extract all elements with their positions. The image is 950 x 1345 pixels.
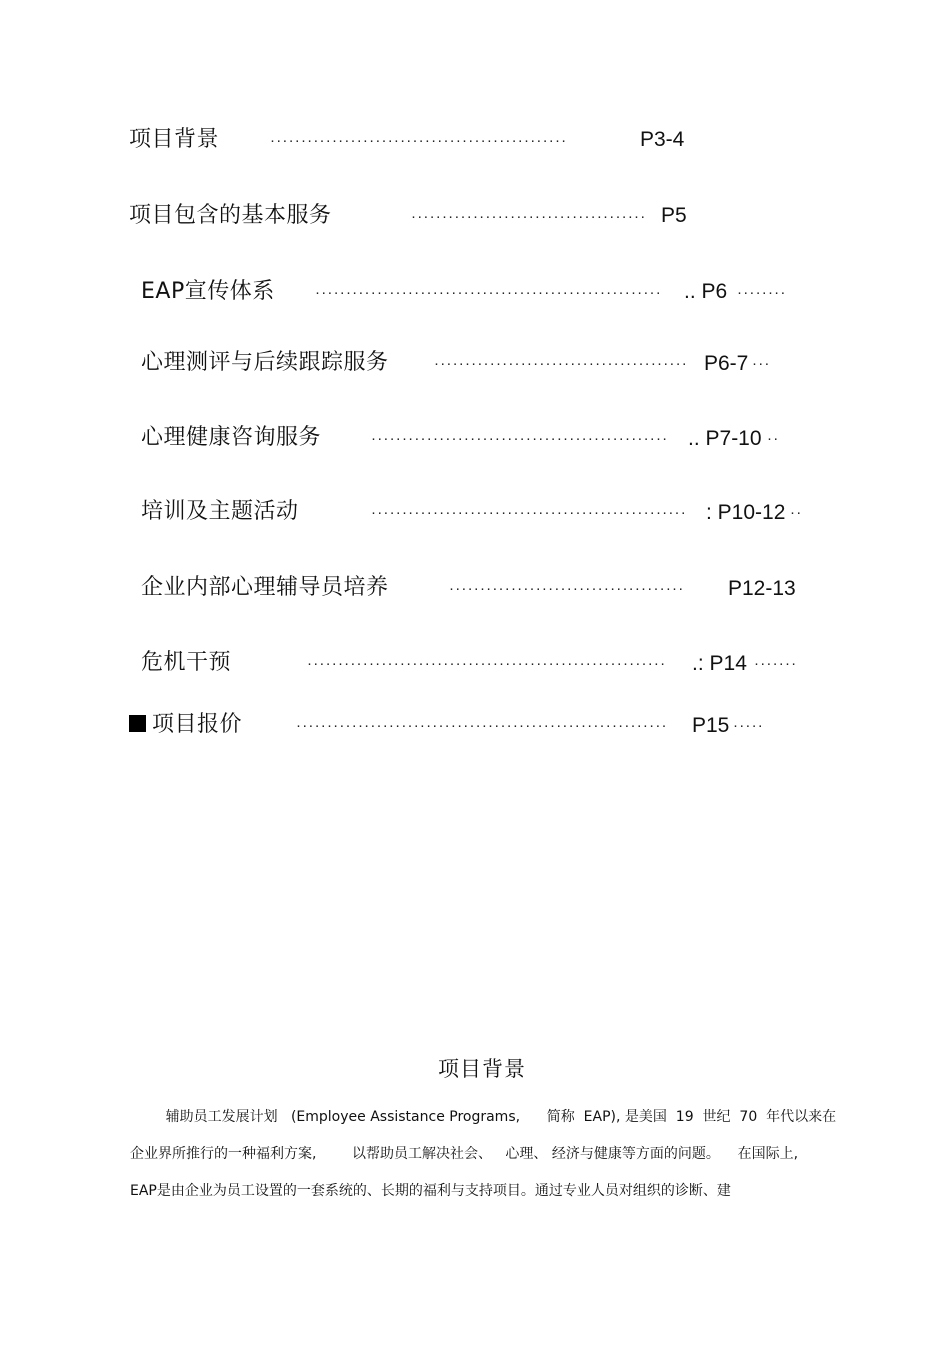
toc-page-number: .: P14 [692, 652, 747, 675]
toc-leader-dots: ······································ [449, 580, 685, 597]
toc-label-with-bullet [129, 711, 242, 739]
toc-page-number: P3-4 [640, 128, 685, 151]
paragraph-line: EAP是由企业为员工设置的一套系统的、长期的福利与支持项目。通过专业人员对组织的诊断、建 [130, 1183, 731, 1199]
toc-label: 项目背景 [129, 127, 220, 152]
toc-page-number: P15 [692, 714, 730, 737]
toc-leader-dots: ······································ [411, 208, 647, 225]
toc-leader-dots: ··················································· [371, 504, 687, 521]
toc-label: 项目包含的基本服务 [129, 203, 332, 228]
toc-label: EAP宣传体系 [141, 279, 275, 304]
toc-page-number: .. P7-10 [688, 427, 762, 450]
toc-trailing-dots: ·· [767, 430, 780, 447]
toc-leader-dots: ························································ [315, 284, 662, 301]
toc-label: 项目报价 [152, 712, 243, 737]
toc-leader-dots: ················································ [270, 132, 568, 149]
square-bullet-icon [129, 715, 146, 732]
toc-leader-dots: ················································ [371, 430, 669, 447]
toc-leader-dots: ···························································· [296, 717, 668, 734]
paragraph-line: 企业界所推行的一种福利方案, 以帮助员工解决社会、 心理、 经济与健康等方面的问题。 在国际上, [130, 1146, 799, 1162]
toc-page-number: P5 [661, 204, 687, 227]
toc-label: 企业内部心理辅导员培养 [141, 575, 389, 600]
toc-label: 心理测评与后续跟踪服务 [141, 350, 389, 375]
toc-label: 危机干预 [141, 650, 232, 675]
toc-leader-dots: ········································· [434, 355, 688, 372]
toc-page-number: : P10-12 [706, 501, 786, 524]
toc-label: 心理健康咨询服务 [141, 425, 322, 450]
toc-trailing-dots: ····· [733, 717, 764, 734]
toc-page-number: P6-7 [704, 352, 749, 375]
toc-trailing-dots: ······· [754, 655, 798, 672]
toc-label: 培训及主题活动 [141, 499, 299, 524]
toc-trailing-dots: ·· [790, 504, 803, 521]
toc-page-number: .. P6 [684, 280, 728, 303]
toc-page-number: P12-13 [728, 577, 796, 600]
paragraph-line: 辅助员工发展计划 (Employee Assistance Programs, 简称 EAP), 是美国 19 世纪 70 年代以来在 [130, 1109, 837, 1125]
toc-trailing-dots: ········ [737, 284, 787, 301]
toc-leader-dots: ·························································· [307, 655, 667, 672]
section-title: 项目背景 [438, 1057, 526, 1081]
toc-trailing-dots: ··· [752, 355, 771, 372]
